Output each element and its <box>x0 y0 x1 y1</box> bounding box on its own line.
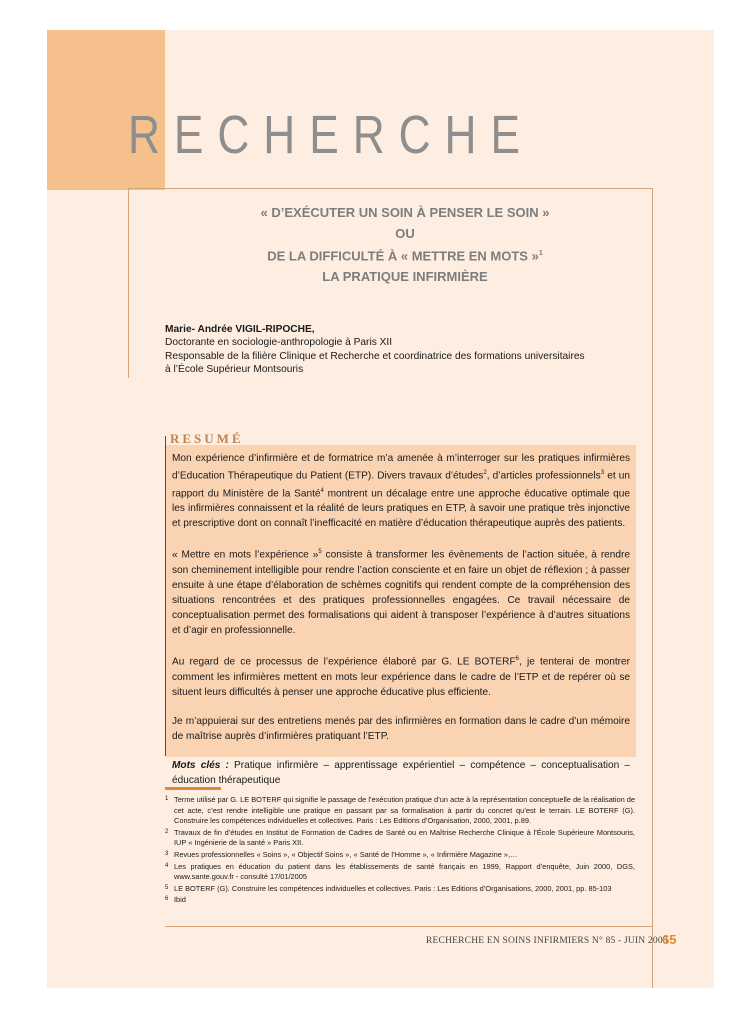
author-block <box>165 323 635 377</box>
title-line-2: OU <box>395 225 415 241</box>
left-rule <box>128 188 129 378</box>
footnote: 6 Ibid <box>165 895 186 905</box>
abstract-paragraph-4: Je m’appuierai sur des entretiens menés par des infirmières en formation dans le cadre d’un mémoire de maîtrise auprès d’infirmières pratiquant l’ETP. <box>172 715 630 742</box>
footnote: 5 LE BOTERF (G). Construire les compétences individuelles et collectives. Paris : Les Editions d’Organisations, 2000, 2001, pp. 85-103 <box>165 883 612 893</box>
author-affiliation-2: Responsable de la filière Clinique et Recherche et coordinatrice des formations universitaires <box>165 350 585 362</box>
abstract-heading: RESUMÉ <box>170 431 244 446</box>
footnote: 1 Terme utilisé par G. LE BOTERF qui signifie le passage de l’exécution pratique d’un acte à la représentation conceptuelle de la réalisation de cet acte, c’est rendre intelligible une pratique en passant par sa formalisation à partir du concret qu’est le terrain. LE BOTERF (G). Construire les compétences individuelles et collectives. Paris : Les Editions d’Organisation, 2000, 2001, p.89. <box>165 795 635 826</box>
journal-footer: RECHERCHE EN SOINS INFIRMIERS N° 85 - JUIN 2006 <box>426 936 668 946</box>
title-line-4: LA PRATIQUE INFIRMIÈRE <box>322 268 488 284</box>
abstract-paragraph-1: Mon expérience d’infirmière et de formatrice m’a amenée à m’interroger sur les pratiques infirmières d’Education Thérapeutique du Patient (ETP). Divers travaux d’études$^2$, d’articles professionnels$^3$ et un rapport du Ministère de la Santé$^4$ montrent un décalage entre une approche éducative optimale que les infirmières connaissent et la réalité de leurs pratiques en ETP, à savoir une pratique très injonctive et prescriptive dont on connaît l’inefficacité en matière d’éducation thérapeutique auprès des patients. <box>172 453 630 530</box>
title-line-1: « D’EXÉCUTER UN SOIN À PENSER LE SOIN » <box>260 205 550 220</box>
footnote-rule <box>165 787 221 790</box>
abstract-paragraph-3: Au regard de ce processus de l’expérience élaboré par G. LE BOTERF$^6$, je tenterai de montrer comment les infirmières mettent en mots leur expérience dans le cadre de l’ETP et de repérer où se situent leurs difficultés à penser une approche éducative plus efficiente. <box>172 656 630 698</box>
keywords: Mots clés : Pratique infirmière – apprentissage expérientiel – compétence – conceptualisation – éducation thérapeutique <box>172 759 630 787</box>
author-affiliation-1: Doctorante en sociologie-anthropologie à Paris XII <box>165 337 393 349</box>
footnote: 2 Travaux de fin d’études en Institut de Formation de Cadres de Santé ou en Maîtrise Recherche Clinique à l’École Supérieure Montsouris, IUP « Ingénierie de la santé » Paris XII. <box>165 827 635 848</box>
footnote: 4 Les pratiques en éducation du patient dans les établissements de santé français en 1999, Rapport d’enquête, Juin 2000, DGS, www.sante.gouv.fr - consulté 17/01/2005 <box>165 861 635 882</box>
page-number: 65 <box>662 932 677 947</box>
author-affiliation-3: à l’École Supérieur Montsouris <box>165 364 304 376</box>
footer-rule <box>165 926 653 927</box>
section-title: RECHERCHE <box>128 105 534 165</box>
abstract-paragraph-2: « Mettre en mots l’expérience »$^5$ consiste à transformer les évènements de l’action située, à rendre son cheminement intelligible pour rendre l’action consciente et en faire un objet de réflexion ; à passer ensuite à une étape d’élaboration de schèmes cognitifs qui rendent compte de la compréhension des situations rencontrées et des pratiques professionnelles engagées. Ce travail nécessaire de conceptualisation permet des formalisations qui aident à transposer l’expérience à d’autres situations et d’agir en professionnelle. <box>172 549 630 637</box>
title-line-3: DE LA DIFFICULTÉ À « METTRE EN MOTS »$^1$ <box>267 248 543 264</box>
author-name: Marie- Andrée VIGIL-RIPOCHE, <box>165 324 315 335</box>
abstract-text <box>172 451 630 802</box>
title-footnote-ref: 1 <box>538 250 543 257</box>
article-title <box>160 203 650 287</box>
footnotes <box>165 795 635 907</box>
right-rule <box>652 188 653 988</box>
top-rule <box>128 188 653 189</box>
footnote: 3 Revues professionnelles « Soins », « Objectif Soins », « Santé de l’Homme », « Infirmière Magazine »,… <box>165 849 518 859</box>
keywords-label: Mots clés : <box>172 759 229 771</box>
abstract-left-rule <box>165 436 166 756</box>
